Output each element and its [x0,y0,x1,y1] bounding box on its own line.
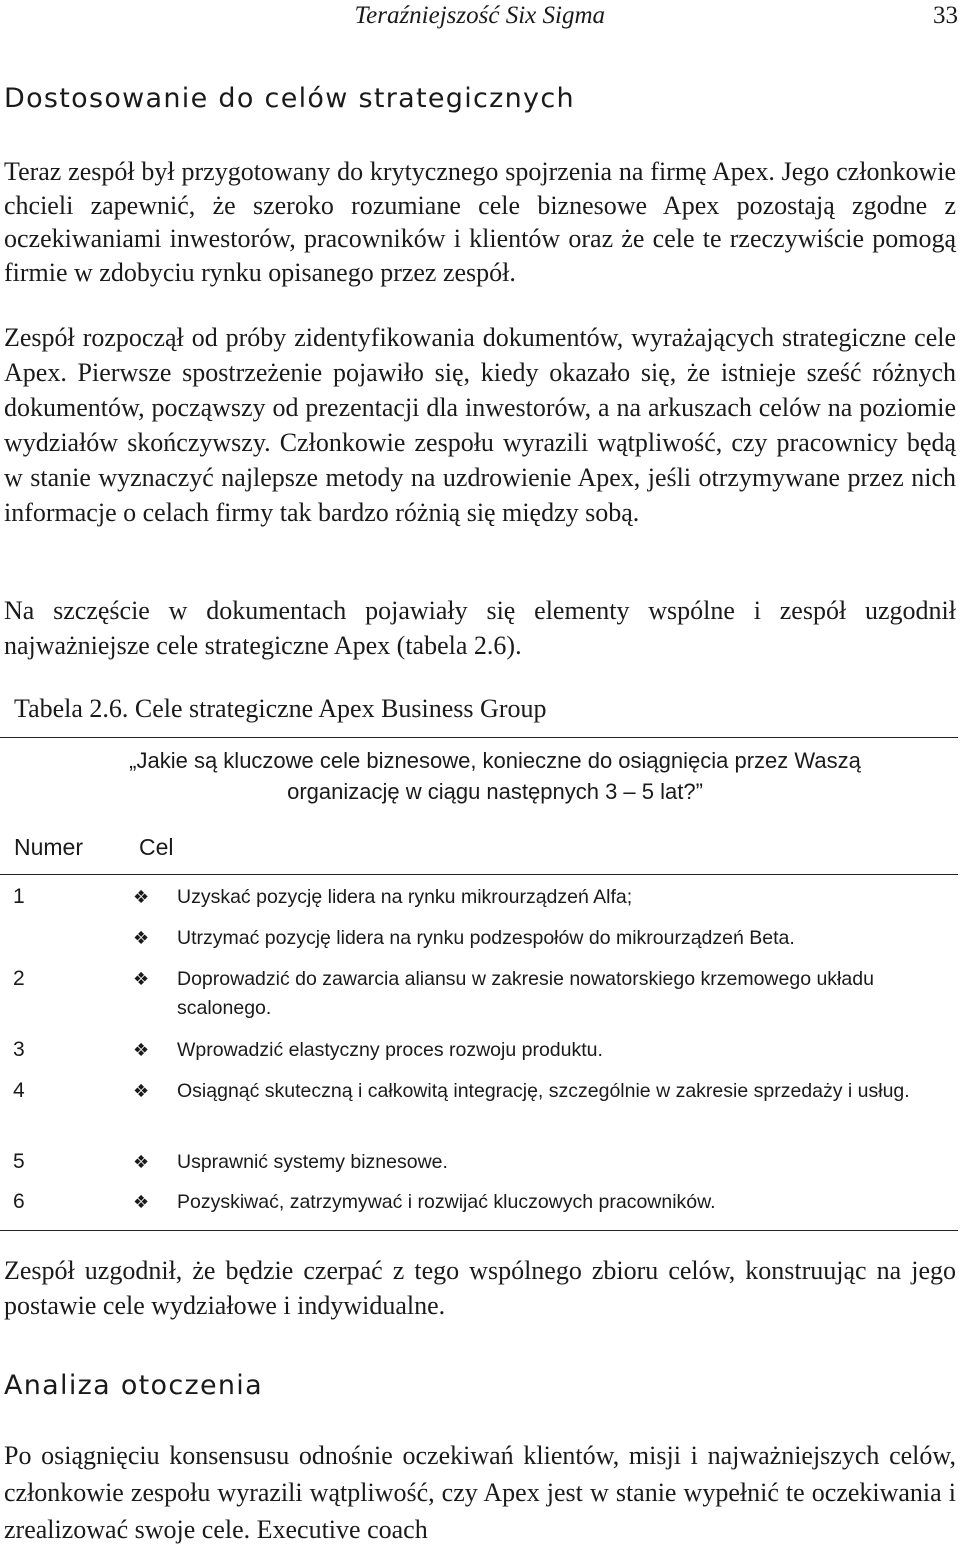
running-header [0,2,960,38]
diamond-bullet-icon: ❖ [133,969,150,990]
column-header-number: Numer [14,834,84,860]
row-goal: Osiągnąć skuteczną i całkowitą integrację, szczególnie w zakresie sprzedaży i usług. [177,1080,910,1102]
running-header-title: Teraźniejszość Six Sigma [354,2,605,29]
diamond-bullet-icon: ❖ [133,1152,150,1173]
body-paragraph-1: Teraz zespół był przygotowany do krytycznego spojrzenia na firmę Apex. Jego członkowie chcieli zapewnić, że szeroko rozumiane cele biznesowe Apex pozostają zgodne z oczekiwaniami inwestorów, pracowników i klientów oraz że cele te rzeczywiście pomogą firmie w zdobyciu rynku opisanego przez zespół. [4,157,956,287]
row-number: 5 [13,1150,25,1173]
row-number: 4 [13,1079,25,1102]
body-paragraph-after-table: Zespół uzgodnił, że będzie czerpać z tego wspólnego zbioru celów, konstruując na jego postawie cele wydziałowe i indywidualne. [4,1256,956,1320]
diamond-bullet-icon: ❖ [133,887,150,908]
diamond-bullet-icon: ❖ [133,1081,150,1102]
row-number: 1 [13,885,25,908]
table-question-line-1: „Jakie są kluczowe cele biznesowe, konieczne do osiągnięcia przez Waszą [129,748,861,773]
body-paragraph-environment: Po osiągnięciu konsensusu odnośnie oczekiwań klientów, misji i najważniejszych celów, członkowie zespołu wyrazili wątpliwość, czy Apex jest w stanie wypełnić te oczekiwania i zrealizować swoje cele. Executive coach [4,1441,956,1544]
diamond-bullet-icon: ❖ [133,1040,150,1061]
row-goal: Uzyskać pozycję lidera na rynku mikrourządzeń Alfa; [177,886,633,908]
table-caption: Tabela 2.6. Cele strategiczne Apex Business Group [14,694,547,723]
row-number: 3 [13,1038,25,1061]
row-goal: Utrzymać pozycję lidera na rynku podzespołów do mikrourządzeń Beta. [177,927,795,949]
row-number: 2 [13,967,25,990]
body-paragraph-3: Na szczęście w dokumentach pojawiały się elementy wspólne i zespół uzgodnił najważniejsze cele strategiczne Apex (tabela 2.6). [4,596,956,660]
table-header-rule [0,874,958,875]
section-heading-strategic-alignment: Dostosowanie do celów strategicznych [4,83,575,114]
diamond-bullet-icon: ❖ [133,1192,150,1213]
row-goal: Wprowadzić elastyczny proces rozwoju produktu. [177,1039,603,1061]
row-goal: Pozyskiwać, zatrzymywać i rozwijać kluczowych pracowników. [177,1191,716,1213]
table-question [60,745,930,807]
table-question-line-2: organizację w ciągu następnych 3 – 5 lat?” [287,779,703,804]
body-paragraph-2: Zespół rozpoczął od próby zidentyfikowania dokumentów, wyrażających strategiczne cele Apex. Pierwsze spostrzeżenie pojawiło się, kiedy okazało się, że istnieje sześć różnych dokumentów, począwszy od prezentacji dla inwestorów, a na arkuszach celów na poziomie wydziałów skończywszy. Członkowie zespołu wyrazili wątpliwość, czy pracownicy będą w stanie wyznaczyć najlepsze metody na uzdrowienie Apex, jeśli otrzymywane przez nich informacje o celach firmy tak bardzo różnią się między sobą. [4,323,956,527]
column-header-goal: Cel [139,834,174,860]
row-goal: Doprowadzić do zawarcia aliansu w zakresie nowatorskiego krzemowego układu scalonego. [177,968,874,1019]
diamond-bullet-icon: ❖ [133,928,150,949]
page-number: 33 [933,2,958,29]
table-top-rule [0,737,958,738]
row-number: 6 [13,1190,25,1213]
table-bottom-rule [0,1230,958,1231]
row-goal: Usprawnić systemy biznesowe. [177,1151,448,1173]
section-heading-environment-analysis: Analiza otoczenia [4,1370,263,1401]
